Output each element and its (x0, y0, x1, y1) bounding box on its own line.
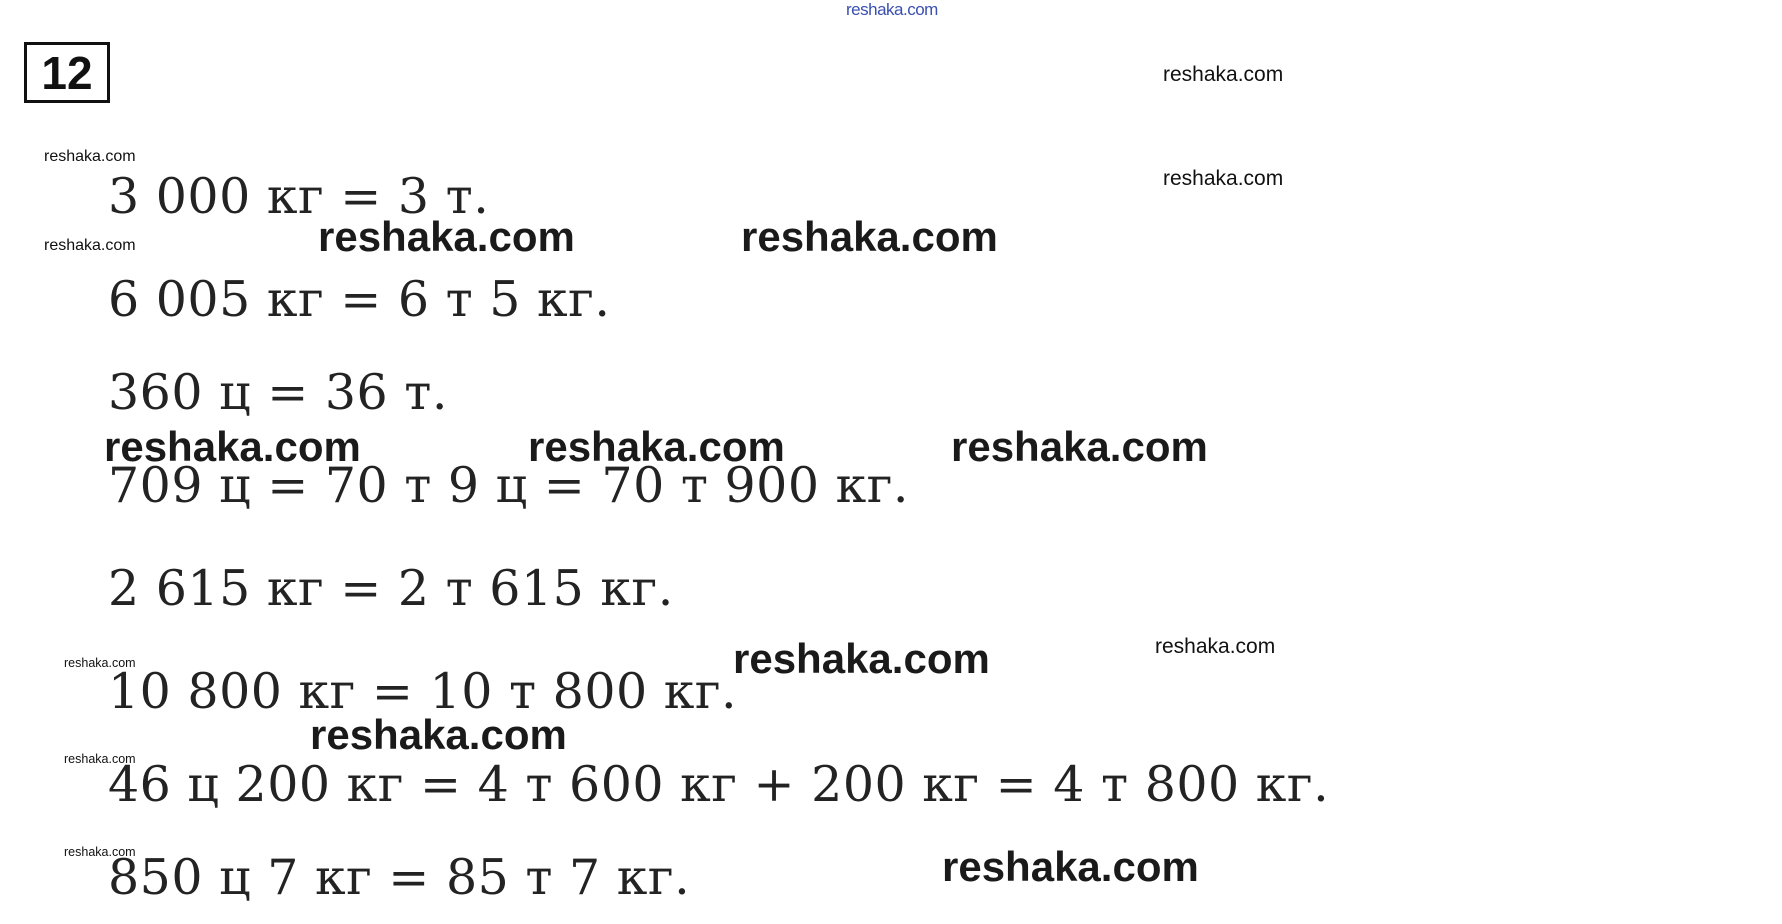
task-number: 12 (41, 46, 93, 99)
site-header-watermark: reshaka.com (846, 0, 938, 19)
watermark: reshaka.com (528, 423, 785, 470)
watermark: reshaka.com (44, 148, 136, 165)
watermark: reshaka.com (64, 845, 136, 859)
watermark: reshaka.com (942, 843, 1199, 890)
watermark: reshaka.com (1163, 167, 1284, 190)
watermark: reshaka.com (318, 213, 575, 260)
watermark: reshaka.com (951, 423, 1208, 470)
equation-7: 46 ц 200 кг = 4 т 600 кг + 200 кг = 4 т 800 кг. (108, 756, 1330, 813)
watermark: reshaka.com (104, 423, 361, 470)
watermark: reshaka.com (310, 711, 567, 758)
watermark: reshaka.com (64, 752, 136, 766)
task-number-box (24, 42, 110, 103)
equation-6: 10 800 кг = 10 т 800 кг. (108, 663, 738, 720)
watermark: reshaka.com (741, 213, 998, 260)
equation-2: 6 005 кг = 6 т 5 кг. (108, 271, 611, 328)
equation-1: 3 000 кг = 3 т. (108, 168, 490, 225)
equation-3: 360 ц = 36 т. (108, 364, 448, 421)
equation-4: 709 ц = 70 т 9 ц = 70 т 900 кг. (108, 457, 909, 514)
watermark: reshaka.com (1155, 635, 1276, 658)
watermark: reshaka.com (44, 237, 136, 254)
watermark: reshaka.com (64, 656, 136, 670)
watermark: reshaka.com (1163, 63, 1284, 86)
equation-8: 850 ц 7 кг = 85 т 7 кг. (108, 849, 691, 906)
watermark: reshaka.com (733, 635, 990, 682)
equation-5: 2 615 кг = 2 т 615 кг. (108, 560, 674, 617)
